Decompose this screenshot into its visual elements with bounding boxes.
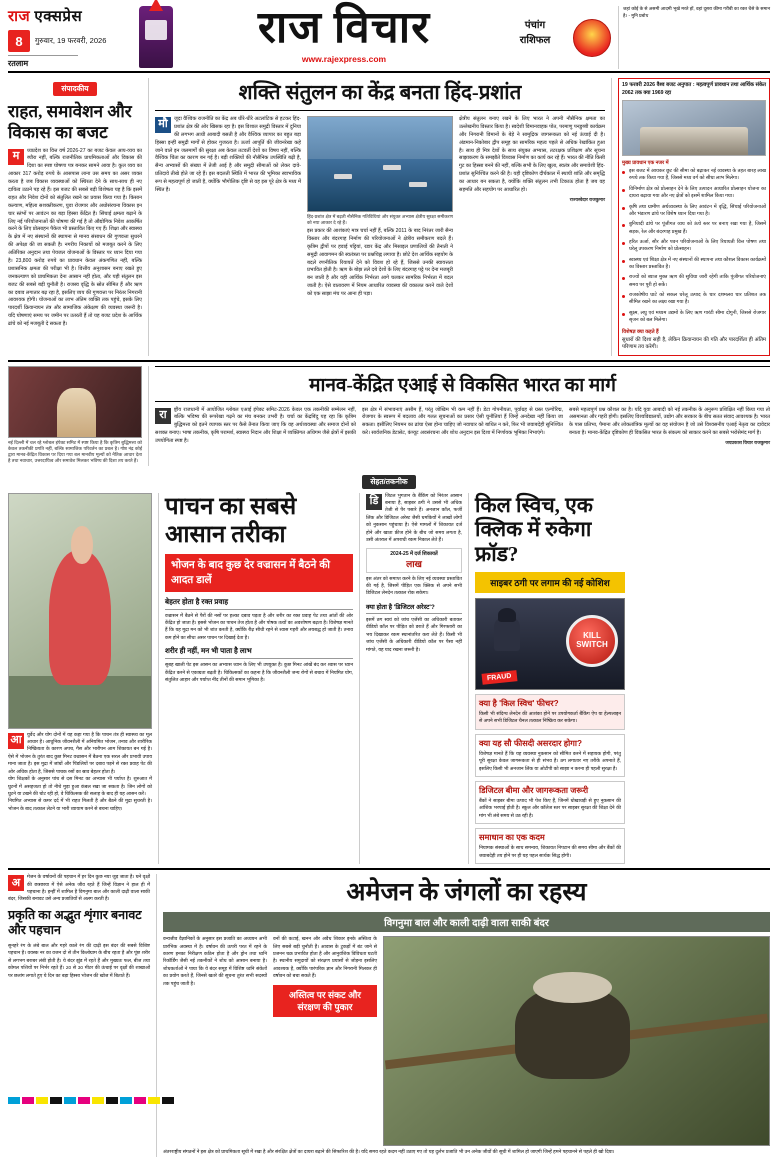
editorial-body (8, 148, 142, 329)
lead-columns (155, 116, 605, 299)
amazon-photo-column (383, 936, 770, 1146)
health-kicker: भोजन के बाद कुछ देर वज्रासन में बैठने की आदत डालें (165, 554, 353, 591)
panchang-block[interactable] (504, 6, 566, 69)
date-box (8, 30, 128, 52)
hacker-icon (494, 617, 520, 651)
ai-columns (155, 407, 770, 449)
editorial-column (8, 78, 142, 356)
list-item: राजकोषीय घाटे को सकल घरेलू उत्पाद के चार दशमलव चार प्रतिशत तक सीमित रखने का लक्ष्य रखा गया है। (622, 292, 766, 307)
sidebar-subhead-2: विशेषज्ञ क्या कहते हैं (622, 328, 659, 335)
list-item: इस बजट में आयकर छूट की सीमा को बढ़ाकर नई व्यवस्था के तहत बारह लाख रुपये तक किया गया है, जिससे मध्य वर्ग को सीधा लाभ मिलेगा। (622, 168, 766, 183)
fraud-col3-text: जिटल भुगतान के बैंकिंग को निरंतर आसान बनाया है, साइबर ठगी ने उससे भी अधिक तेजी से पैर पसारे हैं। अनजान कॉल, फर्जी लिंक और डिजिटल अरेस्ट जैसी धमकियों ने लाखों लोगों को नुकसान पहुंचाया है। ऐसे मामलों में शिकायत दर्ज होने और खाता फ्रीज होने के बीच जो समय लगता है, उसी अंतराल में अपराधी रकम निकाल लेते हैं। (366, 493, 462, 544)
killswitch-headline: किल स्विच, एक क्लिक में रुकेगा फ्रॉड? (475, 492, 593, 567)
yoga-photo-column (8, 493, 152, 865)
amazon-headline: अमेजन के जंगलों का रहस्य (346, 879, 587, 907)
health-col1c: नियमित अभ्यास से कमर दर्द में भी राहत मिलती है और बैठने की मुद्रा सुधरती है। भोजन के बाद तत्काल लेटने या भारी व्यायाम करने से बचना चाहिए। (8, 799, 152, 812)
page-title: राज विचार (257, 3, 431, 52)
monkey-photo (383, 936, 770, 1146)
lead-col1-text: जूदा वैश्विक राजनीति का केंद्र अब धीरे-धीरे अटलांटिक से हटकर हिंद-प्रशांत क्षेत्र की ओर खिसक रहा है। इस विशाल समुद्री विस्तार में दुनिया की लगभग आधी आबादी बसती है और वैश्विक व्यापार का बहुत बड़ा हिस्सा इन्हीं समुद्री मार्गों से होकर गुजरता है। ऊर्जा आपूर्ति की जीवनरेखा कहे जाने वाले इन जलमार्गों की सुरक्षा अब केवल तटवर्ती देशों का विषय नहीं, बल्कि वैश्विक चिंता का कारण बन गई है। बड़ी शक्तियों की नौसैनिक उपस्थिति बढ़ी है, सैन्य अभ्यासों की संख्या में तेजी आई है और समुद्री सीमाओं को लेकर दावे-प्रतिदावे तीखे होते जा रहे हैं। इस बदलती स्थिति में भारत की भूमिका स्वाभाविक रूप से महत्वपूर्ण हो जाती है, क्योंकि भौगोलिक दृष्टि से वह इस पूरे क्षेत्र के मध्य में स्थित है। (155, 116, 301, 194)
ai-photo (8, 366, 142, 438)
nature-col1b-text: सुनहरे रंग के लंबे बाल और गहरे काले रंग की दाढ़ी इस बंदर की सबसे विशिष्ट पहचान है। वयस्क नर का वजन दो से तीन किलोग्राम के बीच रहता है और पूंछ शरीर से लगभग बराबर लंबी होती है। ये बंदर झुंड में रहते हैं और मुख्यतः फल, बीज तथा कोमल पत्तियों पर निर्भर रहते हैं। 20 से 30 मीटर की ऊंचाई पर वृक्षों की शाखाओं पर छलांग लगाते हुए ये दिन का बड़ा हिस्सा भोजन की खोज में बिताते हैं। (8, 944, 150, 979)
ai-dropcap: रा (155, 408, 171, 424)
masthead (8, 3, 770, 73)
killswitch-q3 (475, 828, 625, 864)
list-item: हरित ऊर्जा, सौर और पवन परियोजनाओं के लिए रियायती वित्त पोषण तथा घरेलू उपकरण निर्माण को प्रोत्साहन। (622, 239, 766, 254)
list-item: बुनियादी ढांचे पर पूंजीगत व्यय को ऊंचे स्तर पर बनाए रखा गया है, जिसमें सड़क, रेल और बंदरगाह प्रमुख हैं। (622, 221, 766, 236)
editorial-tag: संपादकीय (53, 82, 96, 96)
health-col1-text: युर्वेद और योग दोनों में यह कहा गया है कि पाचन तंत्र ही स्वास्थ्य का मूल आधार है। आधुनिक जीवनशैली में अनियमित भोजन, तनाव और शारीरिक निष्क्रियता के कारण अपच, गैस और भारीपन आम शिकायत बन गई है। ऐसे में भोजन के तुरंत बाद कुछ मिनट वज्रासन में बैठना एक सरल और प्रभावी उपाय माना जाता है। इस मुद्रा में जांघों और पिंडलियों पर दबाव पड़ने से रक्त प्रवाह पेट की ओर अधिक होता है, जिससे पाचक रसों का स्राव बेहतर होता है। (8, 732, 152, 775)
list-item: कृषि तथा ग्रामीण अर्थव्यवस्था के लिए आवंटन में वृद्धि, सिंचाई परियोजनाओं और भंडारण ढांचे पर विशेष ध्यान दिया गया है। (622, 204, 766, 219)
sidebar-bullet-list (622, 168, 766, 324)
lead-col3-text: क्षेत्रीय संतुलन बनाए रखने के लिए भारत ने अपनी नौसैनिक क्षमता का उल्लेखनीय विस्तार किया है। स्वदेशी विमानवाहक पोत, परमाणु पनडुब्बी कार्यक्रम और निगरानी विमानों के बेड़े ने सामुद्रिक जागरूकता को नई ऊंचाई दी है। अंडमान-निकोबार द्वीप समूह का सामरिक महत्व पहले से अधिक रेखांकित हुआ है। साथ ही मित्र देशों के साथ संयुक्त अभ्यास, तटरक्षक प्रशिक्षण और सूचना साझाकरण के समझौते विश्वास निर्माण का कार्य कर रहे हैं। भारत की नीति किसी गुट का हिस्सा बनने की नहीं, बल्कि सभी के लिए खुला, स्वतंत्र और समावेशी हिंद-प्रशांत सुनिश्चित करने की है। यही दृष्टिकोण दीर्घकाल में स्थायी शांति और समृद्धि का आधार बन सकता है, क्योंकि शक्ति संतुलन तभी टिकाऊ होता है जब वह सहमति और सहयोग पर आधारित हो। (459, 116, 605, 194)
killswitch-kicker: साइबर ठगी पर लगाम की नई कोशिश (475, 572, 625, 593)
ai-col2-text: इस क्षेत्र में संभावनाएं असीम हैं, परंतु जोखिम भी कम नहीं हैं। डेटा गोपनीयता, पूर्वाग्रह से ग्रस्त एल्गोरिद्म, रोजगार के स्वरूप में बदलाव और गलत सूचनाओं का प्रसार ऐसी चुनौतियां हैं जिन्हें अनदेखा नहीं किया जा सकता। इसीलिए नियमन का ढांचा ऐसा होना चाहिए जो नवाचार को बाधित न करे, फिर भी जवाबदेही सुनिश्चित करे। सार्वजनिक डेटासेट, कंप्यूट अवसंरचना और शोध अनुदान इस दिशा में निर्णायक भूमिका निभाएंगे। (362, 406, 563, 437)
sidebar-budget-highlights (618, 78, 770, 356)
killswitch-q1 (475, 734, 625, 777)
fraud-stat-label: 2024-25 में दर्ज शिकायतें (390, 550, 438, 557)
list-item: सूक्ष्म, लघु एवं मध्यम उद्यमों के लिए ऋण गारंटी सीमा दोगुनी, जिससे रोजगार सृजन को बल मिलेगा। (622, 310, 766, 325)
ai-credit: जयप्रकाश विचार राजकुमार (725, 440, 770, 446)
amazon-col3-text: वनों की कटाई, खनन और अवैध शिकार इनके अस्तित्व के लिए सबसे बड़ी चुनौती हैं। आवास के टुकड़ों में बंट जाने से प्रजनन चक्र प्रभावित होता है और आनुवंशिक विविधता घटती है। स्थानीय समुदायों को संरक्षण प्रयासों से जोड़ना इसलिए आवश्यक है, क्योंकि पारंपरिक ज्ञान और निगरानी मिलकर ही वर्षावन को बचा सकते हैं। (273, 937, 377, 980)
health-col2b-text: सुबह खाली पेट इस आसन का अभ्यास ध्यान के लिए भी उपयुक्त है। कुछ मिनट आंखें बंद कर श्वास पर ध्यान केंद्रित करने से एकाग्रता बढ़ती है। चिकित्सकों का कहना है कि जीवनशैली जन्य रोगों से बचाव में नियमित योग, संतुलित आहार और पर्याप्त नींद तीनों की समान भूमिका है। (165, 663, 353, 684)
lead-credit: राज्यस्वेदार राजकुमार (569, 196, 605, 202)
fraud-stat-box (366, 548, 462, 573)
ai-col-2 (362, 407, 563, 449)
website-link[interactable]: www.rajexpress.com (301, 54, 387, 64)
sidebar-photo (622, 100, 766, 156)
fraud-col3b-text: इस अंतर को समाप्त करने के लिए नई व्यवस्था प्रस्तावित की गई है, जिसमें पीड़ित एक क्लिक से अपने सभी डिजिटल लेनदेन तत्काल रोक सकेगा। (366, 576, 462, 597)
rashifal-label: राशिफल (519, 35, 551, 46)
editorial-headline: राहत, समावेशन और विकास का बजट (8, 102, 132, 143)
nature-intro-column (8, 874, 150, 1156)
band-top (8, 78, 770, 356)
ai-col3-text: सबसे महत्वपूर्ण प्रश्न कौशल का है। यदि युवा आबादी को नई तकनीक के अनुरूप प्रशिक्षित नहीं किया गया तो असमानता और गहरी होगी। इसलिए विश्वविद्यालयों, उद्योग और सरकार के बीच सतत संवाद आवश्यक है। भारत के पास प्रतिभा, पैमाना और लोकतांत्रिक मूल्यों का वह संयोजन है जो उसे विश्वसनीय एआई नेतृत्व का दावेदार बनाता है। मानव-केंद्रित दृष्टिकोण ही विकसित भारत के संकल्प को साकार करने का सबसे भरोसेमंद मार्ग है। (569, 406, 770, 437)
sidebar-subhead-1: मुख्य प्रावधान एक नजर में (622, 160, 669, 167)
killswitch-q3-body: नियामक संस्थाओं के साथ समन्वय, शिकायत निपटान की समय सीमा और बैंकों की जवाबदेही तय होने पर ही यह पहल सार्थक सिद्ध होगी। (479, 846, 621, 859)
lead-col-3 (459, 116, 605, 299)
section-tag: सेहत/तकनीक (362, 475, 415, 489)
amazon-columns (163, 936, 770, 1146)
lead-col2-text: इस प्रकार की आशंकाएं मात्र चर्चा नहीं हैं, बल्कि 2011 के बाद निरंतर जारी सैन्य विस्तार और बंदरगाह निर्माण की परियोजनाओं ने क्षेत्रीय समीकरण बदले हैं। कृत्रिम द्वीपों पर हवाई पट्टियां, रडार केंद्र और मिसाइल प्रणालियों की तैनाती ने समुद्री आवागमन की स्वतंत्रता पर प्रश्नचिह्न लगाया है। छोटे देश आर्थिक सहयोग के बदले रणनीतिक रियायतें देने को विवश हो रहे हैं, जिससे उनकी स्वायत्तता प्रभावित होती है। ऋण के बोझ तले दबे देशों के लिए बंदरगाह पट्टे पर देना मजबूरी बन जाती है और यही आर्थिक निर्भरता आगे चलकर सामरिक निर्भरता में बदल जाती है। ऐसे वातावरण में नियम आधारित व्यवस्था की वकालत करने वाले देशों को एक साझा मंच पर आना ही पड़ा। (307, 228, 453, 298)
ai-col-3 (569, 407, 770, 449)
amazon-col4-text: अंतरराष्ट्रीय संगठनों ने इस क्षेत्र को प्राथमिकता सूची में रखा है और संरक्षित क्षेत्रों का दायरा बढ़ाने की सिफारिश की है। यदि समय रहते कदम नहीं उठाए गए तो यह दुर्लभ प्रजाति भी उन अनेक जीवों की सूची में शामिल हो जाएगी जिन्हें हमने पहचानने से पहले ही खो दिया। (163, 1150, 615, 1156)
killswitch-q2 (475, 781, 625, 824)
sidebar-headline: 19 फरवरी 2026 वैश्व बजट अनुपात : महत्वपूर्ण प्रावधान तथा आर्थिक संकेत 2062 तक क्या 1969 रहा (622, 82, 766, 96)
seal-holder (566, 6, 618, 69)
amazon-callout: अस्तित्व पर संकट और संरक्षण की पुकार (273, 985, 377, 1017)
killswitch-q2-body: बैंकों ने साइबर बीमा उत्पाद भी पेश किए हैं, जिनमें धोखाधड़ी से हुए नुकसान की आंशिक भरपाई होती है। स्कूल और कॉलेज स्तर पर साइबर सुरक्षा की शिक्षा देने की मांग भी लंबे समय से उठ रही है। (479, 799, 621, 819)
health-subhead-3: शरीर ही नहीं, मन भी पाता है लाभ (165, 646, 353, 659)
fraud-stamp: FRAUD (482, 670, 517, 685)
killswitch-q2-title: डिजिटल बीमा और जागरूकता जरूरी (479, 786, 589, 795)
fraud-col3c-text: इसमें ठग स्वयं को जांच एजेंसी का अधिकारी बताकर वीडियो कॉल पर पीड़ित को डराते हैं और गिरफ्तारी का भय दिखाकर रकम स्थानांतरित करा लेते हैं। किसी भी जांच एजेंसी के अधिकारी वीडियो कॉल पर पैसा नहीं मांगते, यह याद रखना जरूरी है। (366, 617, 462, 653)
lead-photo (307, 116, 453, 212)
killswitch-q1-body: विशेषज्ञ मानते हैं कि यह व्यवस्था नुकसान को सीमित करने में सहायक होगी, परंतु पूरी सुरक्षा केवल जागरूकता से ही संभव है। ठग लगातार नए तरीके अपनाते हैं, इसलिए किसी भी अनजान लिंक या ओटीपी को साझा न करना ही पहली सुरक्षा है। (479, 751, 621, 772)
fraud-dropcap: डि (366, 494, 382, 510)
health-subhead-2: बेहतर होता है रक्त प्रवाह (165, 597, 353, 610)
sidebar-footer-note: सुधारों की दिशा सही है, लेकिन क्रियान्वयन की गति और पारदर्शिता ही अंतिम परिणाम तय करेगी। (622, 336, 766, 351)
ai-story (155, 366, 770, 466)
lead-col-1 (155, 116, 301, 299)
yoga-photo (8, 493, 152, 729)
ai-photo-caption: नई दिल्ली में चल रहे ग्लोबल इंपेक्ट समिट में स्पष्ट किया है कि कृत्रिम बुद्धिमत्ता को केवल तकनीकी प्रगति नहीं, बल्कि सामाजिक परिवर्तन का प्रबल है। गोष्ठ नंद्र कोई द्वारा मानव-केंद्रित विकास पर दिया गया बल मानवीय मूल्यों को नैतिक आधार देता है तथा नवाचार, उत्तरदायित्व और समावेश मिलकर भविष्य की दिशा तय करते हैं। (8, 439, 142, 463)
issue-date: गुरुवार, 19 फरवरी, 2026 (35, 36, 107, 46)
amazon-col2-text: वन्यजीव वैज्ञानिकों के अनुसार इस प्रजाति का अध्ययन अभी प्रारंभिक अवस्था में है। वर्षावन की ऊपरी परत में रहने के कारण इनका निरीक्षण कठिन होता है और ड्रोन तथा ध्वनि रिकॉर्डिंग जैसी नई तकनीकों ने शोध को आसान बनाया है। शोधकर्ताओं ने पाया कि ये बंदर समूह में विशिष्ट ध्वनि संकेतों का प्रयोग करते हैं, जिनसे खतरे की सूचना तुरंत सभी सदस्यों तक पहुंच जाती है। (163, 937, 267, 987)
list-item: राज्यों को ब्याज मुक्त ऋण की सुविधा जारी रहेगी ताकि पूंजीगत परियोजनाएं समय पर पूरी हो सकें। (622, 274, 766, 289)
page-number-badge: 8 (8, 30, 30, 52)
editorial-dropcap: म (8, 149, 24, 165)
publisher-name-primary: राज (8, 9, 31, 25)
band-nature (8, 874, 770, 1156)
list-item: विनिर्माण क्षेत्र को प्रोत्साहन देने के लिए उत्पादन आधारित प्रोत्साहन योजना का दायरा बढ़ाया गया और नए क्षेत्रों को इसमें शामिल किया गया। (622, 186, 766, 201)
lamp-icon (139, 6, 173, 68)
nature-subheadline: प्रकृति का अद्भुत शृंगार बनावट और पहचान (8, 907, 142, 938)
masthead-center (184, 3, 504, 69)
fraud-intro-column (366, 493, 462, 865)
killswitch-photo (475, 598, 625, 690)
killswitch-q1-title: क्या यह सौ फीसदी असरदार होगा? (479, 738, 582, 748)
nature-col1-text: मेजन के वर्षावनों की पहचान में हर दिन कुछ नया जुड़ जाता है। घने वृक्षों की छत्रछाया में ऐसे अनेक जीव रहते हैं जिन्हें विज्ञान ने हाल ही में पहचाना है। इन्हीं में शामिल है विगनुमा बाल और काली दाढ़ी वाला साकी बंदर, जिसकी बनावट उसे अन्य प्रजातियों से अलग करती है। (8, 875, 150, 903)
lead-dropcap: मौ (155, 117, 171, 133)
publisher-name-secondary: एक्सप्रेस (34, 9, 83, 25)
health-dropcap: आ (8, 733, 24, 749)
health-col1b: योग शिक्षकों के अनुसार पांच से दस मिनट का अभ्यास भी पर्याप्त है। शुरुआत में घुटनों में असहजता हो तो नीचे मुड़ा हुआ कंबल रखा जा सकता है। जिन लोगों को घुटने या टखने की चोट रही हो, वे चिकित्सक की सलाह के बाद ही यह आसन करें। (8, 777, 152, 797)
masthead-quote: जहां कोई के से असमी आदमी भूखे मरते हों, वहां दूसरा कीमा गरीबी का रक्त चैसे के समान है। - मुनि प्रबोध (618, 6, 770, 69)
killswitch-feature-box (475, 694, 625, 730)
editorial-body-text: ध्यप्रदेश का वित्त वर्ष 2026-27 का बजट केवल आय-व्यय का ब्यौरा नहीं, बल्कि राजनीतिक प्राथमिकताओं और विकास की दिशा का स्पष्ट घोषणा पत्र बनकर सामने आया है। कुल व्यय का आकार 317 करोड़ रुपये के आसपास लाना उस समय का असर व्यक्त करता है जब विकास व्यवस्थाओं को स्थिरता देने के साथ-साथ ही नए दायित्व उठाने पड़ रहे हैं। इस बजट की सबसे बड़ी विशेषता यह है कि इसमें राहत और निवेश दोनों को संतुलित रखने का प्रयास किया गया है। किसान कल्याण, महिला सशक्तीकरण, युवा रोजगार और अधोसंरचना विकास इन चार स्तंभों पर आवंटन का बड़ा हिस्सा केंद्रित है। सिंचाई क्षमता बढ़ाने के लिए नई परियोजनाओं की घोषणा की गई है तो औद्योगिक निवेश आकर्षित करने के लिए प्रोत्साहन पैकेज भी प्रस्तावित किए गए हैं। शिक्षा और स्वास्थ्य के क्षेत्र में नए संस्थानों की स्थापना से मानव संसाधन की गुणवत्ता सुधरने की अपेक्षा की जा सकती है। नगरीय निकायों को मजबूत करने के लिए अतिरिक्त अनुदान तथा पेयजल योजनाओं के विस्तार पर ध्यान दिया गया है। 23,800 करोड़ रुपये का प्रावधान केवल अंकगणित नहीं, बल्कि प्रशासनिक क्षमता की परीक्षा भी है। वित्तीय अनुशासन बनाए रखते हुए जनकल्याण को प्राथमिकता देना आसान नहीं होता, और यही संतुलन इस बजट की सबसे बड़ी चुनौती है। राजस्व वृद्धि के स्रोत सीमित हैं और ऋण का दबाव लगातार बढ़ रहा है, इसलिए व्यय की गुणवत्ता पर निरंतर निगरानी आवश्यक होगी। योजनाओं का लाभ अंतिम व्यक्ति तक पहुंचे, इसके लिए पारदर्शी क्रियान्वयन तंत्र और सामाजिक अंकेक्षण की व्यवस्था जरूरी है। यदि घोषणाएं समय पर जमीन पर उतरती हैं तो यह बजट प्रदेश के आर्थिक ढांचे को नई मजबूती दे सकता है। (8, 147, 142, 328)
section-label-health (8, 471, 770, 489)
killswitch-feature-title: क्या है 'किल स्विच' फीचर? (479, 698, 559, 708)
killswitch-story (475, 493, 625, 865)
health-col2-text: वज्रासन में बैठने से पैरों की नसों पर हल्का दबाव पड़ता है और शरीर का रक्त प्रवाह पेट तथा आंतों की ओर केंद्रित हो जाता है। इससे भोजन का पाचन तेज होता है और पोषक तत्वों का अवशोषण बढ़ता है। विशेषज्ञ मानते हैं कि यह मुद्रा मन को भी शांत करती है, क्योंकि रीढ़ सीधी रहने से श्वास गहरी और लयबद्ध हो जाती है। तनाव कम होने का सीधा असर पाचन पर दिखाई देता है। (165, 613, 353, 641)
ai-headline: मानव-केंद्रित एआई से विकसित भारत का मार्ग (155, 366, 770, 402)
amazon-col-3 (273, 936, 377, 1146)
publisher-name (8, 6, 128, 26)
kill-switch-button[interactable]: KILL SWITCH (566, 615, 618, 667)
fraud-subhead: क्या होता है 'डिजिटल अरेस्ट'? (366, 602, 462, 614)
ai-photo-column (8, 366, 142, 466)
health-headline: पाचन का सबसे आसान तरीका (165, 493, 297, 548)
killswitch-q3-title: समाधान का एक कदम (479, 833, 545, 843)
masthead-left (8, 6, 128, 69)
list-item: स्वास्थ्य एवं शिक्षा क्षेत्र में नए संस्थानों की स्थापना तथा कौशल विकास कार्यक्रमों का विस्तार प्रस्तावित है। (622, 257, 766, 272)
band-health (8, 493, 770, 865)
amazon-col-2 (163, 936, 267, 1146)
ai-col1-text: ष्ट्रीय राजधानी में आयोजित ग्लोबल एआई इंपेक्ट समिट-2026 केवल एक तकनीकी सम्मेलन नहीं, बल्कि भविष्य की रूपरेखा गढ़ने का मंच बनकर उभरी है। चर्चा का केंद्रबिंदु यह रहा कि कृत्रिम बुद्धिमत्ता को इतने व्यापक स्तर पर कैसे तैनात किया जाए कि वह अर्थव्यवस्था और समाज दोनों को सशक्त बनाए। भाषा तकनीक, कृषि परामर्श, स्वास्थ्य निदान और शिक्षा में व्यक्तिगत अधिगम जैसे क्षेत्रों में इसकी उपयोगिता स्पष्ट है। (155, 406, 356, 445)
killswitch-feature-body: किसी भी संदिग्ध लेनदेन की आशंका होने पर उपयोगकर्ता बैंकिंग ऐप या हेल्पलाइन से अपने सभी डिजिटल चैनल तत्काल निष्क्रिय कर सकेगा। (479, 711, 621, 725)
amazon-kicker: विगनुमा बाल और काली दाढ़ी वाला साकी बंदर (163, 912, 770, 932)
edition-city: रतलाम (8, 55, 78, 69)
lead-col-2 (307, 116, 453, 299)
panchang-label: पंचांग (524, 20, 546, 31)
masthead-logo (128, 6, 184, 69)
lead-story (155, 78, 605, 356)
emblem-icon (573, 19, 611, 57)
ai-col-1 (155, 407, 356, 449)
fraud-stat-value: लाख (406, 558, 422, 569)
nature-dropcap: अ (8, 875, 24, 891)
health-story (165, 493, 353, 865)
health-col1 (8, 732, 152, 777)
band-ai (8, 366, 770, 466)
amazon-story (163, 874, 770, 1156)
cmyk-registration-strip (8, 1097, 174, 1104)
lead-photo-caption: हिंद-प्रशांत क्षेत्र में बढ़ती नौसैनिक गतिविधियां और संयुक्त अभ्यास क्षेत्रीय सुरक्षा समीकरण को नया आकार दे रहे हैं। (307, 214, 453, 225)
lead-headline: शक्ति संतुलन का केंद्र बनता हिंद-प्रशांत (155, 78, 605, 111)
